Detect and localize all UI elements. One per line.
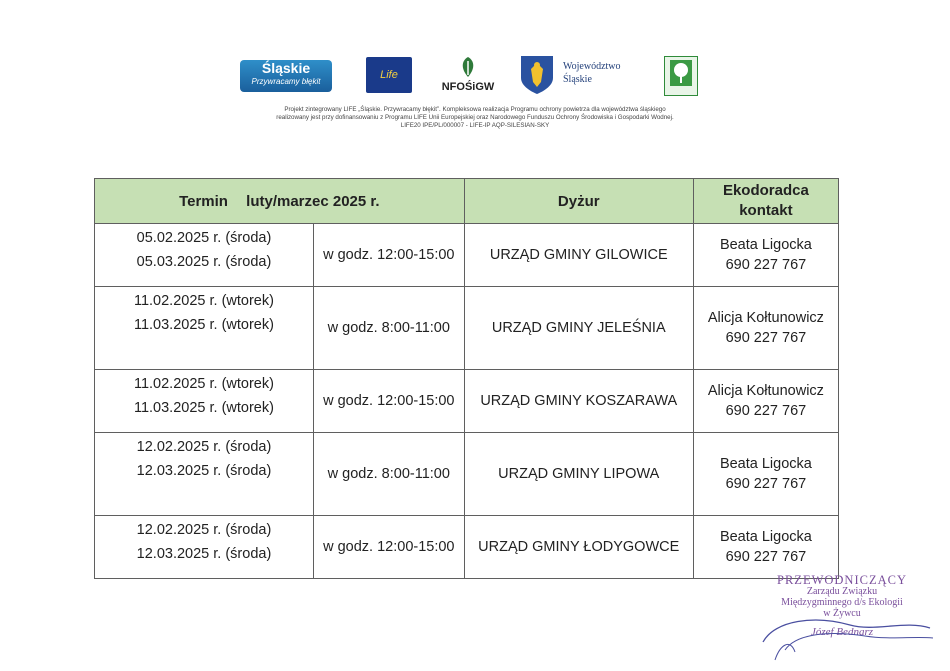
office-cell: URZĄD GMINY KOSZARAWA — [464, 370, 693, 433]
header-ekodoradca-line2: kontakt — [739, 202, 793, 219]
slaskie-logo-tagline: Przywracamy błękit — [251, 77, 321, 86]
contact-phone: 690 227 767 — [725, 257, 807, 273]
dates-cell — [95, 370, 314, 433]
contact-person: Alicja Kołtunowicz — [707, 383, 824, 399]
slaskie-logo — [240, 60, 332, 92]
stamp-title: PRZEWODNICZĄCY — [777, 573, 907, 587]
stamp-name: Józef Bednarz — [810, 626, 873, 638]
wojewodztwo-line2: Śląskie — [563, 74, 592, 85]
tree-icon — [670, 60, 692, 86]
eagle-shield-icon — [519, 54, 555, 96]
hours-cell: w godz. 12:00-15:00 — [313, 370, 464, 433]
contact-person: Beata Ligocka — [719, 529, 812, 545]
table-header-row — [95, 179, 839, 224]
stamp-line4: w Żywcu — [823, 608, 861, 619]
table-row — [95, 516, 839, 579]
table-row — [95, 433, 839, 516]
dates-cell — [95, 516, 314, 579]
contact-cell — [693, 224, 838, 287]
office-cell: URZĄD GMINY GILOWICE — [464, 224, 693, 287]
project-funding-text — [200, 106, 750, 130]
date-first: 05.02.2025 r. (środa) — [136, 230, 272, 246]
hours-cell: w godz. 12:00-15:00 — [313, 516, 464, 579]
stamp-line3: Międzygminnego d/s Ekologii — [781, 597, 903, 608]
date-first: 12.02.2025 r. (środa) — [136, 522, 272, 538]
hours-cell: w godz. 12:00-15:00 — [313, 224, 464, 287]
wojewodztwo-slaskie-logo — [519, 54, 639, 96]
date-second: 11.03.2025 r. (wtorek) — [133, 400, 274, 416]
zywiec-logo — [664, 56, 698, 96]
schedule-table — [94, 178, 839, 579]
project-text-line2: realizowany jest przy dofinansowaniu z Programu LIFE Unii Europejskiej oraz Narodowego Funduszu Ochrony Środowiska i Gospodarki Wodnej. — [276, 114, 674, 121]
dates-cell — [95, 287, 314, 370]
contact-phone: 690 227 767 — [725, 549, 807, 565]
contact-phone: 690 227 767 — [725, 330, 807, 346]
slaskie-logo-title: Śląskie — [261, 60, 311, 76]
header-termin — [95, 179, 465, 224]
table-row — [95, 287, 839, 370]
nfosigw-logo-text: NFOŚiGW — [441, 81, 495, 93]
hours-cell: w godz. 8:00-11:00 — [313, 433, 464, 516]
date-first: 11.02.2025 r. (wtorek) — [133, 293, 274, 309]
header-termin-period: luty/marzec 2025 r. — [246, 192, 380, 210]
date-second: 11.03.2025 r. (wtorek) — [133, 317, 274, 333]
stamp-line2: Zarządu Związku — [806, 586, 878, 597]
header-ekodoradca-line1: Ekodoradca — [722, 182, 809, 199]
date-first: 12.02.2025 r. (środa) — [136, 439, 272, 455]
table-row — [95, 370, 839, 433]
life-logo-text: Life — [380, 69, 398, 81]
contact-cell — [693, 370, 838, 433]
date-second: 12.03.2025 r. (środa) — [136, 463, 272, 479]
logo-bar — [0, 52, 950, 100]
project-text-line3: LIFE20 IPE/PL/000007 - LIFE-IP AQP-SILESIAN-SKY — [400, 122, 550, 129]
contact-person: Beata Ligocka — [719, 456, 812, 472]
wojewodztwo-line1: Województwo — [563, 61, 621, 72]
contact-cell — [693, 516, 838, 579]
table-row — [95, 224, 839, 287]
date-second: 05.03.2025 r. (środa) — [136, 254, 272, 270]
office-cell: URZĄD GMINY JELEŚNIA — [464, 287, 693, 370]
header-dyzur: Dyżur — [464, 179, 693, 224]
date-second: 12.03.2025 r. (środa) — [136, 546, 272, 562]
dates-cell — [95, 433, 314, 516]
hours-cell: w godz. 8:00-11:00 — [313, 287, 464, 370]
date-first: 11.02.2025 r. (wtorek) — [133, 376, 274, 392]
contact-phone: 690 227 767 — [725, 403, 807, 419]
office-cell: URZĄD GMINY LIPOWA — [464, 433, 693, 516]
nfosigw-logo — [440, 55, 496, 95]
header-ekodoradca — [693, 179, 838, 224]
contact-cell — [693, 433, 838, 516]
contact-cell — [693, 287, 838, 370]
dates-cell — [95, 224, 314, 287]
project-text-line1: Projekt zintegrowany LIFE „Śląskie. Przywracamy błękit”. Kompleksowa realizacja Programu ochrony powietrza dla województwa śląskiego — [284, 106, 666, 113]
signature-icon — [755, 590, 940, 665]
life-eu-logo — [366, 57, 412, 93]
office-cell: URZĄD GMINY ŁODYGOWCE — [464, 516, 693, 579]
nfosigw-leaf-icon — [457, 55, 479, 79]
contact-phone: 690 227 767 — [725, 476, 807, 492]
contact-person: Beata Ligocka — [719, 237, 812, 253]
contact-person: Alicja Kołtunowicz — [707, 310, 824, 326]
header-termin-label: Termin — [179, 192, 228, 210]
